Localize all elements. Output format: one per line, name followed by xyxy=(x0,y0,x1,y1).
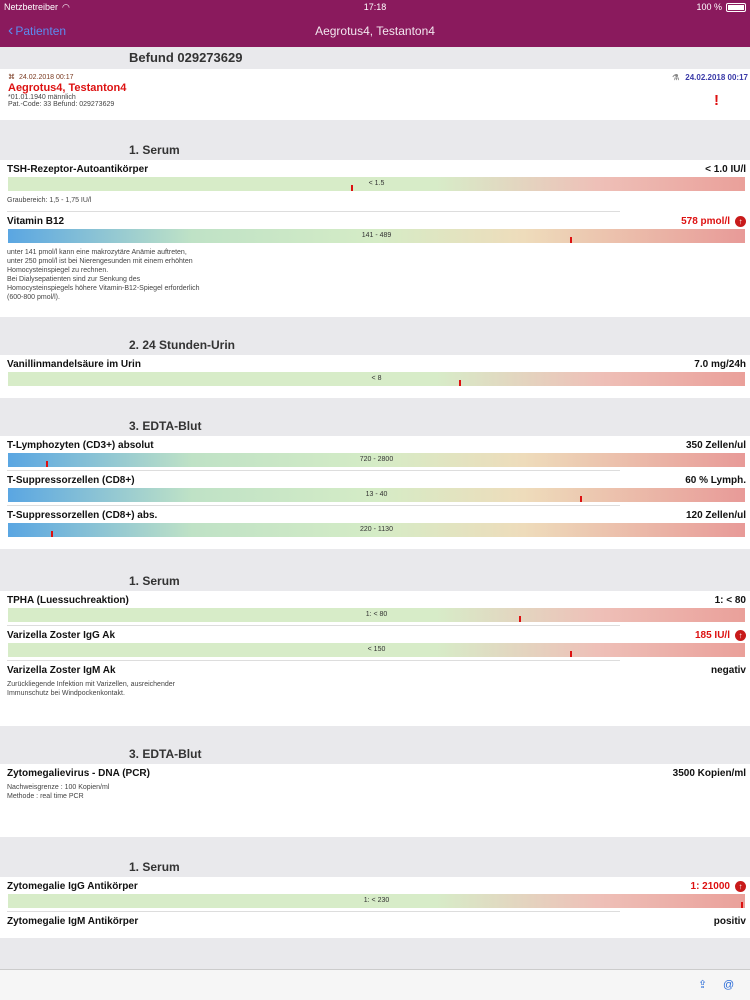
result-label: Varizella Zoster IgM Ak xyxy=(7,665,116,676)
wifi-icon: ◠ xyxy=(62,1,70,12)
result-label: Vitamin B12 xyxy=(7,216,65,227)
patient-code: Pat.-Code: 33 Befund: 029273629 xyxy=(8,101,115,108)
result-value xyxy=(705,164,746,175)
patient-name: Aegrotus4, Testanton4 xyxy=(8,82,127,94)
result-value-text: < 1.0 IU/l xyxy=(705,164,746,175)
date-left: 24.02.2018 00:17 xyxy=(19,73,74,81)
reference-range: 1: < 80 xyxy=(365,611,388,618)
result-value xyxy=(691,881,746,892)
result-value xyxy=(686,510,746,521)
result-label: Zytomegalie IgG Antikörper xyxy=(7,881,138,892)
result-label: T-Suppressorzellen (CD8+) abs. xyxy=(7,510,158,521)
reference-bar xyxy=(8,229,745,243)
result-row[interactable] xyxy=(0,436,750,467)
section-title: 3. EDTA-Blut xyxy=(129,419,202,433)
arrow-up-icon: ↑ xyxy=(735,216,746,227)
befund-title: Befund 029273629 xyxy=(129,50,243,65)
result-value xyxy=(711,665,746,676)
value-marker xyxy=(351,185,353,191)
carrier: Netzbetreiber xyxy=(4,2,59,12)
result-value-text: 1: 21000 xyxy=(690,881,730,892)
chevron-left-icon: ‹ xyxy=(8,21,14,39)
result-value-text: positiv xyxy=(713,916,746,927)
value-marker xyxy=(519,616,521,622)
card-padding xyxy=(0,929,750,938)
warning-icon: ! xyxy=(714,92,719,109)
result-note: Graubereich: 1,5 - 1,75 IU/l xyxy=(7,197,92,204)
battery-icon xyxy=(726,3,746,12)
result-label: T-Lymphozyten (CD3+) absolut xyxy=(7,440,154,451)
result-value-text: 7.0 mg/24h xyxy=(694,359,746,370)
reference-range: 13 - 40 xyxy=(365,491,388,498)
section-title: 3. EDTA-Blut xyxy=(129,747,202,761)
result-label: TSH-Rezeptor-Autoantikörper xyxy=(7,164,149,175)
result-row[interactable] xyxy=(0,160,750,211)
section-card xyxy=(0,591,750,726)
reference-range: 220 - 1130 xyxy=(360,526,393,533)
result-value xyxy=(681,216,746,227)
result-label: Zytomegalie IgM Antikörper xyxy=(7,916,139,927)
value-marker xyxy=(46,461,48,467)
back-button[interactable] xyxy=(0,22,66,40)
result-value xyxy=(715,595,746,606)
reference-range: < 8 xyxy=(371,375,382,382)
section-card xyxy=(0,877,750,938)
result-value-text: 120 Zellen/ul xyxy=(685,510,746,521)
result-value xyxy=(714,916,746,927)
reference-range: 1: < 230 xyxy=(363,897,390,904)
value-marker xyxy=(51,531,53,537)
result-row[interactable] xyxy=(0,877,750,908)
result-value-text: 60 % Lymph. xyxy=(685,475,746,486)
reference-bar xyxy=(8,177,745,191)
share-icon[interactable]: ⇪ xyxy=(698,979,708,991)
reference-range: < 1.5 xyxy=(368,180,385,187)
attachment-icon: ⌘ xyxy=(8,74,15,81)
result-row[interactable] xyxy=(0,661,750,704)
result-value-text: 578 pmol/l xyxy=(681,216,730,227)
date-right: 24.02.2018 00:17 xyxy=(685,73,748,82)
section-card xyxy=(0,355,750,398)
section-title: 2. 24 Stunden-Urin xyxy=(129,338,236,352)
section-card xyxy=(0,764,750,837)
result-row[interactable] xyxy=(0,591,750,622)
section-title: 1. Serum xyxy=(129,860,180,874)
result-row[interactable] xyxy=(0,764,750,807)
reference-bar xyxy=(8,488,745,502)
value-marker xyxy=(741,902,743,908)
result-note: Zurückliegende Infektion mit Varizellen, ausreichender Immunschutz bei Windpockenkontakt. xyxy=(7,681,175,697)
clock: 17:18 xyxy=(363,2,387,12)
results-list xyxy=(0,120,750,938)
card-padding xyxy=(0,807,750,837)
result-label: Vanillinmandelsäure im Urin xyxy=(7,359,141,370)
value-marker xyxy=(459,380,461,386)
result-row[interactable] xyxy=(0,912,750,929)
result-value-text: negativ xyxy=(710,665,746,676)
result-label: T-Suppressorzellen (CD8+) xyxy=(7,475,135,486)
result-note: Nachweisgrenze : 100 Kopien/ml Methode : real time PCR xyxy=(7,784,110,800)
value-marker xyxy=(580,496,582,502)
patient-birth: *01.01.1940 männlich xyxy=(8,94,76,101)
result-row[interactable] xyxy=(0,471,750,502)
reference-range: < 150 xyxy=(367,646,386,653)
result-label: TPHA (Luessuchreaktion) xyxy=(7,595,129,606)
reference-range: 720 - 2800 xyxy=(359,456,394,463)
result-value xyxy=(673,768,746,779)
mail-icon[interactable]: @ xyxy=(723,979,735,991)
result-note: unter 141 pmol/l kann eine makrozytäre Anämie auftreten, unter 250 pmol/l ist bei Nierengesunden mit einem erhöhten Homocysteinspiegel zu rechnen. Bei Dialysepatienten sind zur Senkung des Homocysteinspiegels höhere Vitamin-B12-Spiegel erforderlich (600-800 pmol/l). xyxy=(7,249,200,301)
result-row[interactable] xyxy=(0,626,750,657)
value-marker xyxy=(570,651,572,657)
reference-bar xyxy=(8,608,745,622)
reference-bar xyxy=(8,643,745,657)
result-row[interactable] xyxy=(0,506,750,537)
back-label: Patienten xyxy=(15,23,67,38)
arrow-up-icon: ↑ xyxy=(735,630,746,641)
result-value-text: 185 IU/l xyxy=(694,630,730,641)
card-padding xyxy=(0,308,750,317)
arrow-up-icon: ↑ xyxy=(735,881,746,892)
result-value xyxy=(695,630,746,641)
battery-percent: 100 % xyxy=(696,2,722,12)
patient-header[interactable] xyxy=(0,69,750,120)
reference-range: 141 - 489 xyxy=(361,232,392,239)
result-value-text: 3500 Kopien/ml xyxy=(672,768,746,779)
result-value xyxy=(694,359,746,370)
section-title: 1. Serum xyxy=(129,574,180,588)
section-card xyxy=(0,436,750,549)
value-marker xyxy=(570,237,572,243)
card-padding xyxy=(0,704,750,726)
reference-bar xyxy=(8,453,745,467)
result-label: Zytomegalievirus - DNA (PCR) xyxy=(7,768,150,779)
result-value xyxy=(686,440,746,451)
section-title: 1. Serum xyxy=(129,143,180,157)
result-value xyxy=(685,475,746,486)
card-padding xyxy=(0,540,750,549)
nav-title: Aegrotus4, Testanton4 xyxy=(315,23,435,38)
section-card xyxy=(0,160,750,317)
result-row[interactable] xyxy=(0,355,750,386)
result-row[interactable] xyxy=(0,212,750,308)
status-bar xyxy=(0,0,750,14)
lab-icon: ⚗ xyxy=(672,73,680,82)
result-value-text: 350 Zellen/ul xyxy=(685,440,746,451)
nav-bar xyxy=(0,14,750,47)
reference-bar xyxy=(8,523,745,537)
card-padding xyxy=(0,389,750,398)
bottom-toolbar xyxy=(0,969,750,1000)
result-value-text: 1: < 80 xyxy=(714,595,746,606)
result-label: Varizella Zoster IgG Ak xyxy=(7,630,116,641)
reference-bar xyxy=(8,372,745,386)
reference-bar xyxy=(8,894,745,908)
